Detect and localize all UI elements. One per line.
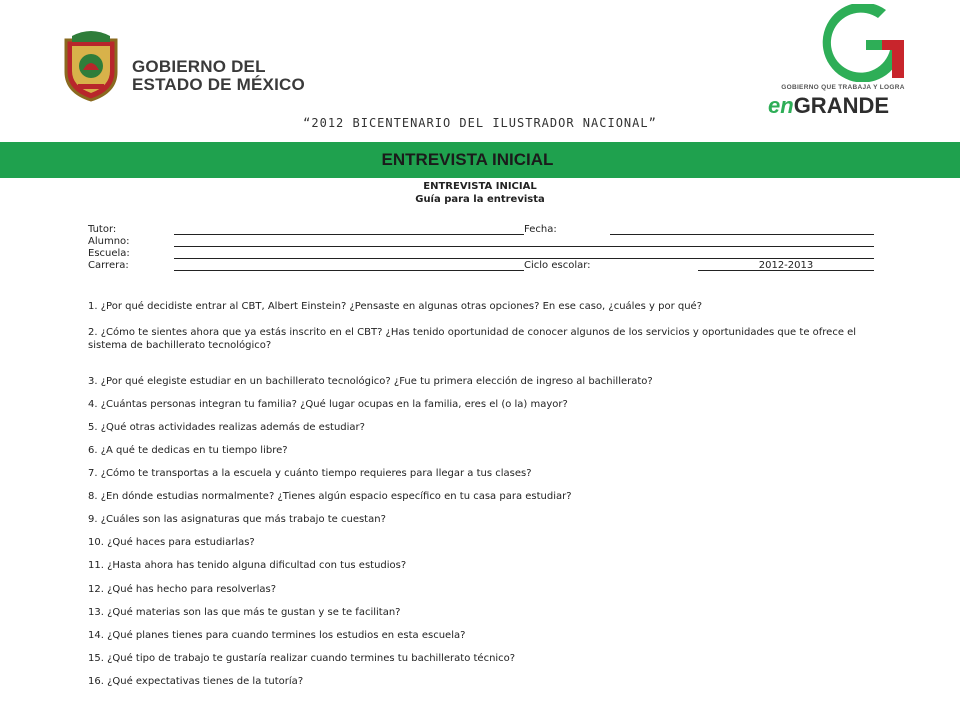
question-item: 11. ¿Hasta ahora has tenido alguna dificultad con tus estudios? <box>88 560 407 571</box>
question-item: 2. ¿Cómo te sientes ahora que ya estás inscrito en el CBT? ¿Has tenido oportunidad de conocer algunos de los servicios y oportunidades que te ofrece el sistema de bachillerato tecnológico? <box>88 327 857 351</box>
question-item: 3. ¿Por qué elegiste estudiar en un bachillerato tecnológico? ¿Fue tu primera elección de ingreso al bachillerato? <box>88 376 653 387</box>
ciclo-escolar-label: Ciclo escolar: <box>524 260 591 271</box>
interview-form-fields <box>88 224 874 272</box>
question-item: 13. ¿Qué materias son las que más te gustan y se te facilitan? <box>88 607 401 618</box>
gov-logo-line2: ESTADO DE MÉXICO <box>132 74 305 94</box>
tutor-line[interactable] <box>174 224 524 235</box>
question-item: 12. ¿Qué has hecho para resolverlas? <box>88 584 277 595</box>
question-item: 1. ¿Por qué decidiste entrar al CBT, Albert Einstein? ¿Pensaste en algunas otras opciones? En ese caso, ¿cuáles y por qué? <box>88 301 703 312</box>
question-item: 16. ¿Qué expectativas tienes de la tutoría? <box>88 676 304 687</box>
field-row-escuela <box>88 248 874 260</box>
carrera-line[interactable] <box>174 260 524 271</box>
brand-tagline: GOBIERNO QUE TRABAJA Y LOGRA <box>781 84 905 91</box>
question-item: 8. ¿En dónde estudias normalmente? ¿Tienes algún espacio específico en tu casa para estudiar? <box>88 491 572 502</box>
document-heading: ENTREVISTA INICIAL <box>423 181 537 192</box>
brand-word-grande: GRANDE <box>793 93 890 118</box>
g-letter-icon <box>816 4 906 82</box>
gov-logo-text <box>132 58 305 94</box>
ciclo-escolar-value[interactable]: 2012-2013 <box>698 260 874 271</box>
escuela-line[interactable] <box>174 248 874 259</box>
document-subheading: Guía para la entrevista <box>415 194 545 205</box>
engrande-logo <box>756 0 932 124</box>
question-item: 4. ¿Cuántas personas integran tu familia? ¿Qué lugar ocupas en la familia, eres el (o la) mayor? <box>88 399 568 410</box>
question-item: 6. ¿A qué te dedicas en tu tiempo libre? <box>88 445 288 456</box>
fecha-line[interactable] <box>610 224 874 235</box>
field-row-tutor <box>88 224 874 236</box>
gobierno-edomex-logo <box>58 26 308 106</box>
escuela-label: Escuela: <box>88 248 130 259</box>
question-item: 7. ¿Cómo te transportas a la escuela y cuánto tiempo requieres para llegar a tus clases? <box>88 468 532 479</box>
tutor-label: Tutor: <box>88 224 117 235</box>
state-seal-icon <box>58 26 124 102</box>
question-item: 15. ¿Qué tipo de trabajo te gustaría realizar cuando termines tu bachillerato técnico? <box>88 653 516 664</box>
carrera-label: Carrera: <box>88 260 129 271</box>
field-row-carrera <box>88 260 874 272</box>
question-item: 14. ¿Qué planes tienes para cuando termines los estudios en esta escuela? <box>88 630 466 641</box>
field-row-alumno <box>88 236 874 248</box>
bicentenario-motto: “2012 BICENTENARIO DEL ILUSTRADOR NACIONAL” <box>303 116 657 130</box>
banner-title: ENTREVISTA INICIAL <box>381 150 554 169</box>
question-item: 5. ¿Qué otras actividades realizas además de estudiar? <box>88 422 365 433</box>
alumno-line[interactable] <box>174 236 874 247</box>
gov-logo-line1: GOBIERNO DEL <box>132 57 266 76</box>
alumno-label: Alumno: <box>88 236 130 247</box>
question-item: 10. ¿Qué haces para estudiarlas? <box>88 537 255 548</box>
fecha-label: Fecha: <box>524 224 557 235</box>
question-item: 9. ¿Cuáles son las asignaturas que más trabajo te cuestan? <box>88 514 386 525</box>
brand-word-en: en <box>768 93 794 118</box>
